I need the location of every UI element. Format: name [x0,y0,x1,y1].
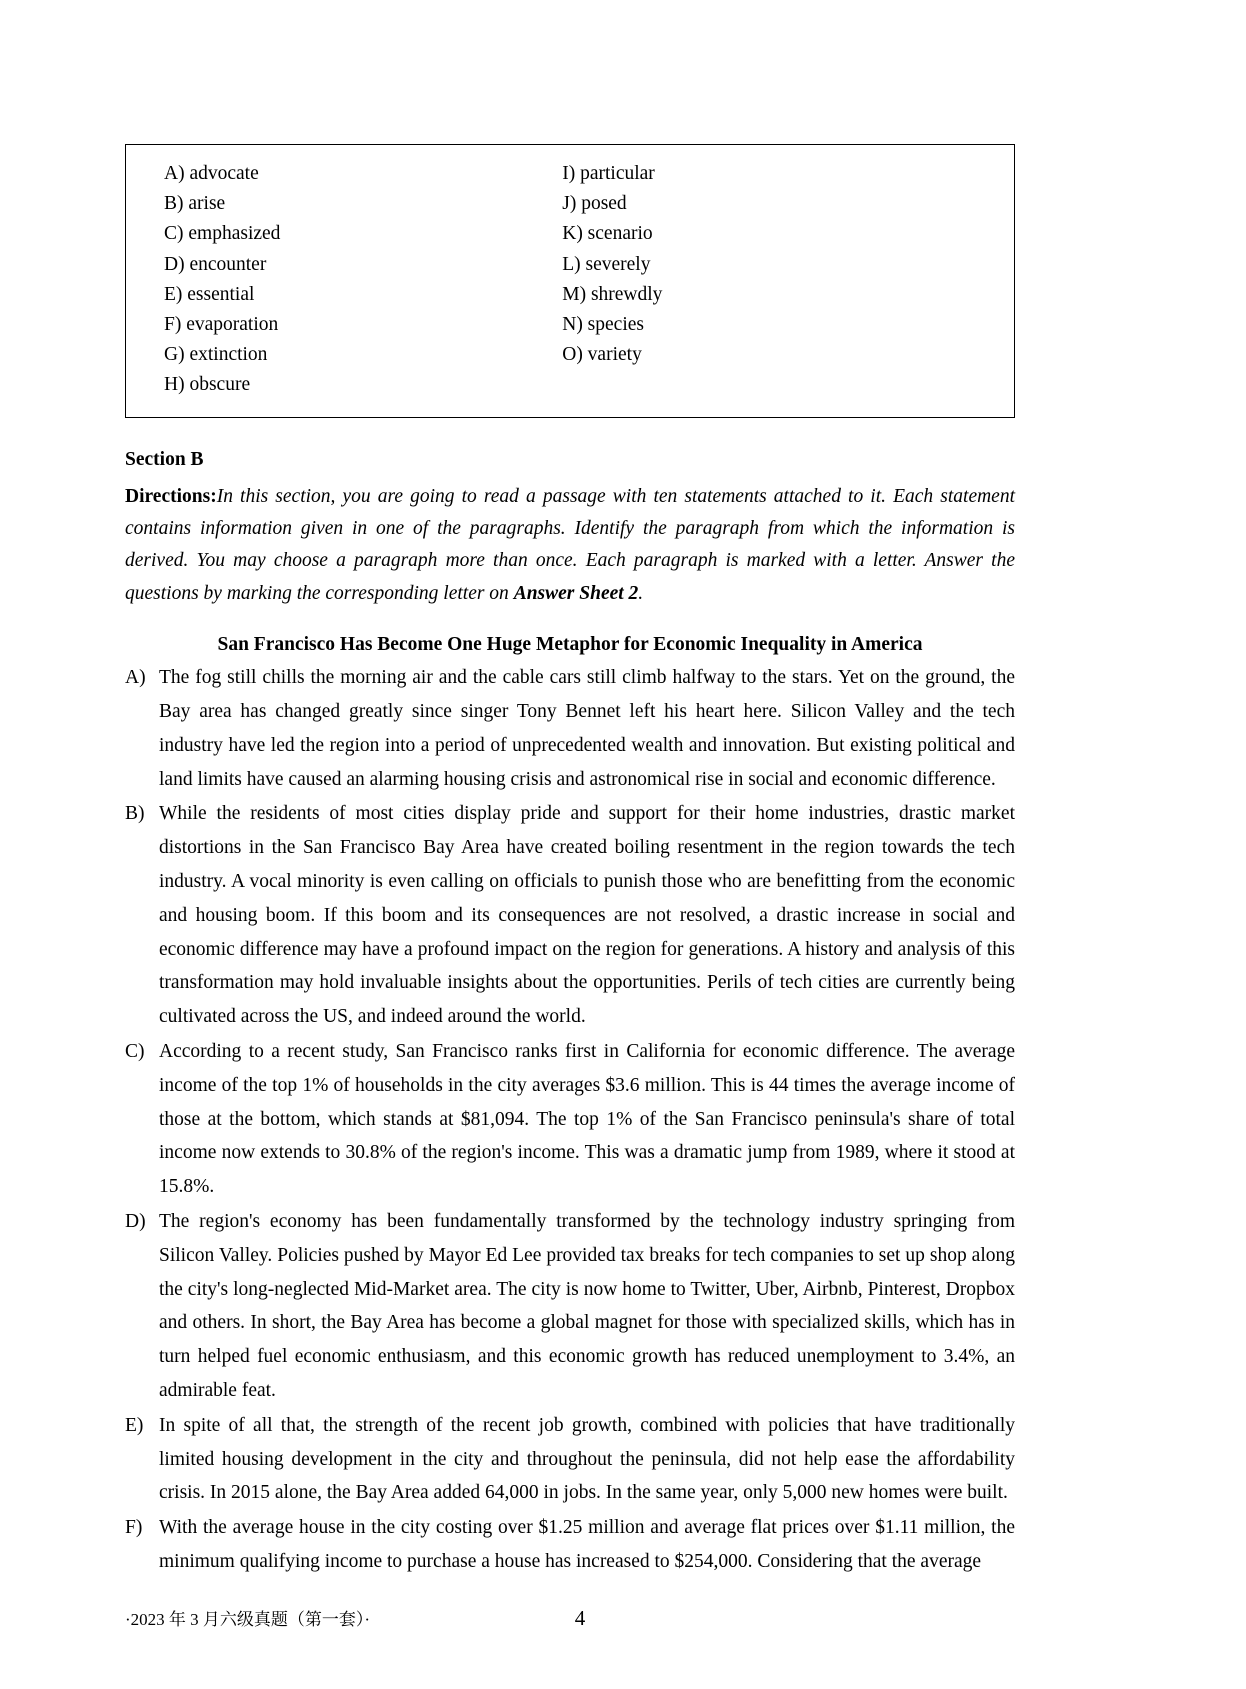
paragraph-text: In spite of all that, the strength of the recent job growth, combined with policies that have traditionally limited housing development in the city and throughout the peninsula, did not help ease the affordability crisis. In 2015 alone, the Bay Area added 64,000 in jobs. In the same year, only 5,000 new homes were built. [159,1414,1015,1504]
directions-paragraph [125,481,1015,611]
word-bank-left-column [126,159,552,401]
page-footer [125,1608,1015,1634]
passage-paragraph-c [125,1035,1015,1204]
directions-body: In this section, you are going to read a passage with ten statements attached to it. Each statement contains information given in one of the paragraphs. Identify the paragraph from which the information is derived. You may choose a paragraph more than once. Each paragraph is marked with a letter. Answer the questions by marking the corresponding letter on [125,485,1015,604]
paragraph-label: E) [125,1414,144,1436]
paragraph-label: D) [125,1211,146,1232]
paragraph-label: B) [125,803,145,825]
page-number: 4 [574,1606,586,1630]
page-content [125,0,1015,1579]
word-bank-columns [126,159,1014,401]
word-bank-item: C) emphasized [164,223,281,245]
passage-paragraph-f [125,1511,1015,1579]
word-bank-item: B) arise [164,193,226,215]
paragraph-text: With the average house in the city costing over $1.25 million and average flat prices over $1.11 million, the minimum qualifying income to purchase a house has increased to $254,000. Considering that the average [159,1517,1015,1572]
paragraph-label: A) [125,667,146,689]
word-bank-item: H) obscure [164,374,251,396]
answer-sheet-reference: Answer Sheet 2 [513,582,639,604]
word-bank-item: K) scenario [562,223,653,245]
word-bank-item: I) particular [562,163,655,184]
word-bank-right-column [552,159,1014,401]
word-bank-item: A) advocate [164,163,259,184]
word-bank-box [125,144,1015,418]
paragraph-text: While the residents of most cities display pride and support for their home industries, drastic market distortions in the San Francisco Bay Area have created boiling resentment in the region towards the tech industry. A vocal minority is even calling on officials to punish those who are benefitting from the economic and housing boom. If this boom and its consequences are not resolved, a drastic increase in social and economic difference may have a profound impact on the region for generations. A history and analysis of this transformation may hold invaluable insights about the opportunities. Perils of tech cities are currently being cultivated across the US, and indeed around the world. [159,803,1015,1028]
paragraph-label: C) [125,1041,145,1063]
paragraph-text: The fog still chills the morning air and the cable cars still climb halfway to the stars. Yet on the ground, the Bay area has changed greatly since singer Tony Bennet left his heart here. Silicon Valley and the tech industry have led the region into a period of unprecedented wealth and innovation. But existing political and land limits have caused an alarming housing crisis and astronomical rise in social and economic difference. [159,667,1015,790]
passage-paragraph-d [125,1205,1015,1408]
word-bank-item: F) evaporation [164,314,279,336]
word-bank-item: M) shrewdly [562,283,663,305]
passage-paragraph-b [125,797,1015,1034]
directions-label: Directions: [125,485,217,507]
passage-paragraph-e [125,1409,1015,1510]
footer-exam-label: ·2023 年 3 月六级真题（第一套）· [125,1610,371,1629]
paragraph-text: The region's economy has been fundamentally transformed by the technology industry springing from Silicon Valley. Policies pushed by Mayor Ed Lee provided tax breaks for tech companies to set up shop along the city's long-neglected Mid-Market area. The city is now home to Twitter, Uber, Airbnb, Pinterest, Dropbox and others. In short, the Bay Area has become a global magnet for those with specialized skills, which has in turn helped fuel economic enthusiasm, and this economic growth has reduced unemployment to 3.4%, an admirable feat. [159,1211,1015,1401]
word-bank-item: D) encounter [164,253,267,275]
section-heading: Section B [125,448,204,470]
word-bank-item: N) species [562,314,644,336]
directions-end: . [638,582,644,604]
passage-paragraph-a [125,661,1015,796]
word-bank-item: G) extinction [164,344,268,366]
word-bank-item: E) essential [164,283,255,305]
passage-title: San Francisco Has Become One Huge Metaphor for Economic Inequality in America [217,634,923,656]
word-bank-item: O) variety [562,344,642,366]
word-bank-item: J) posed [562,193,627,215]
word-bank-item: L) severely [562,253,651,275]
paragraph-label: F) [125,1517,143,1539]
paragraph-text: According to a recent study, San Francisco ranks first in California for economic difference. The average income of the top 1% of households in the city averages $3.6 million. This is 44 times the average income of those at the bottom, which stands at $81,094. The top 1% of the San Francisco peninsula's share of total income now extends to 30.8% of the region's income. This was a dramatic jump from 1989, where it stood at 15.8%. [159,1041,1015,1198]
